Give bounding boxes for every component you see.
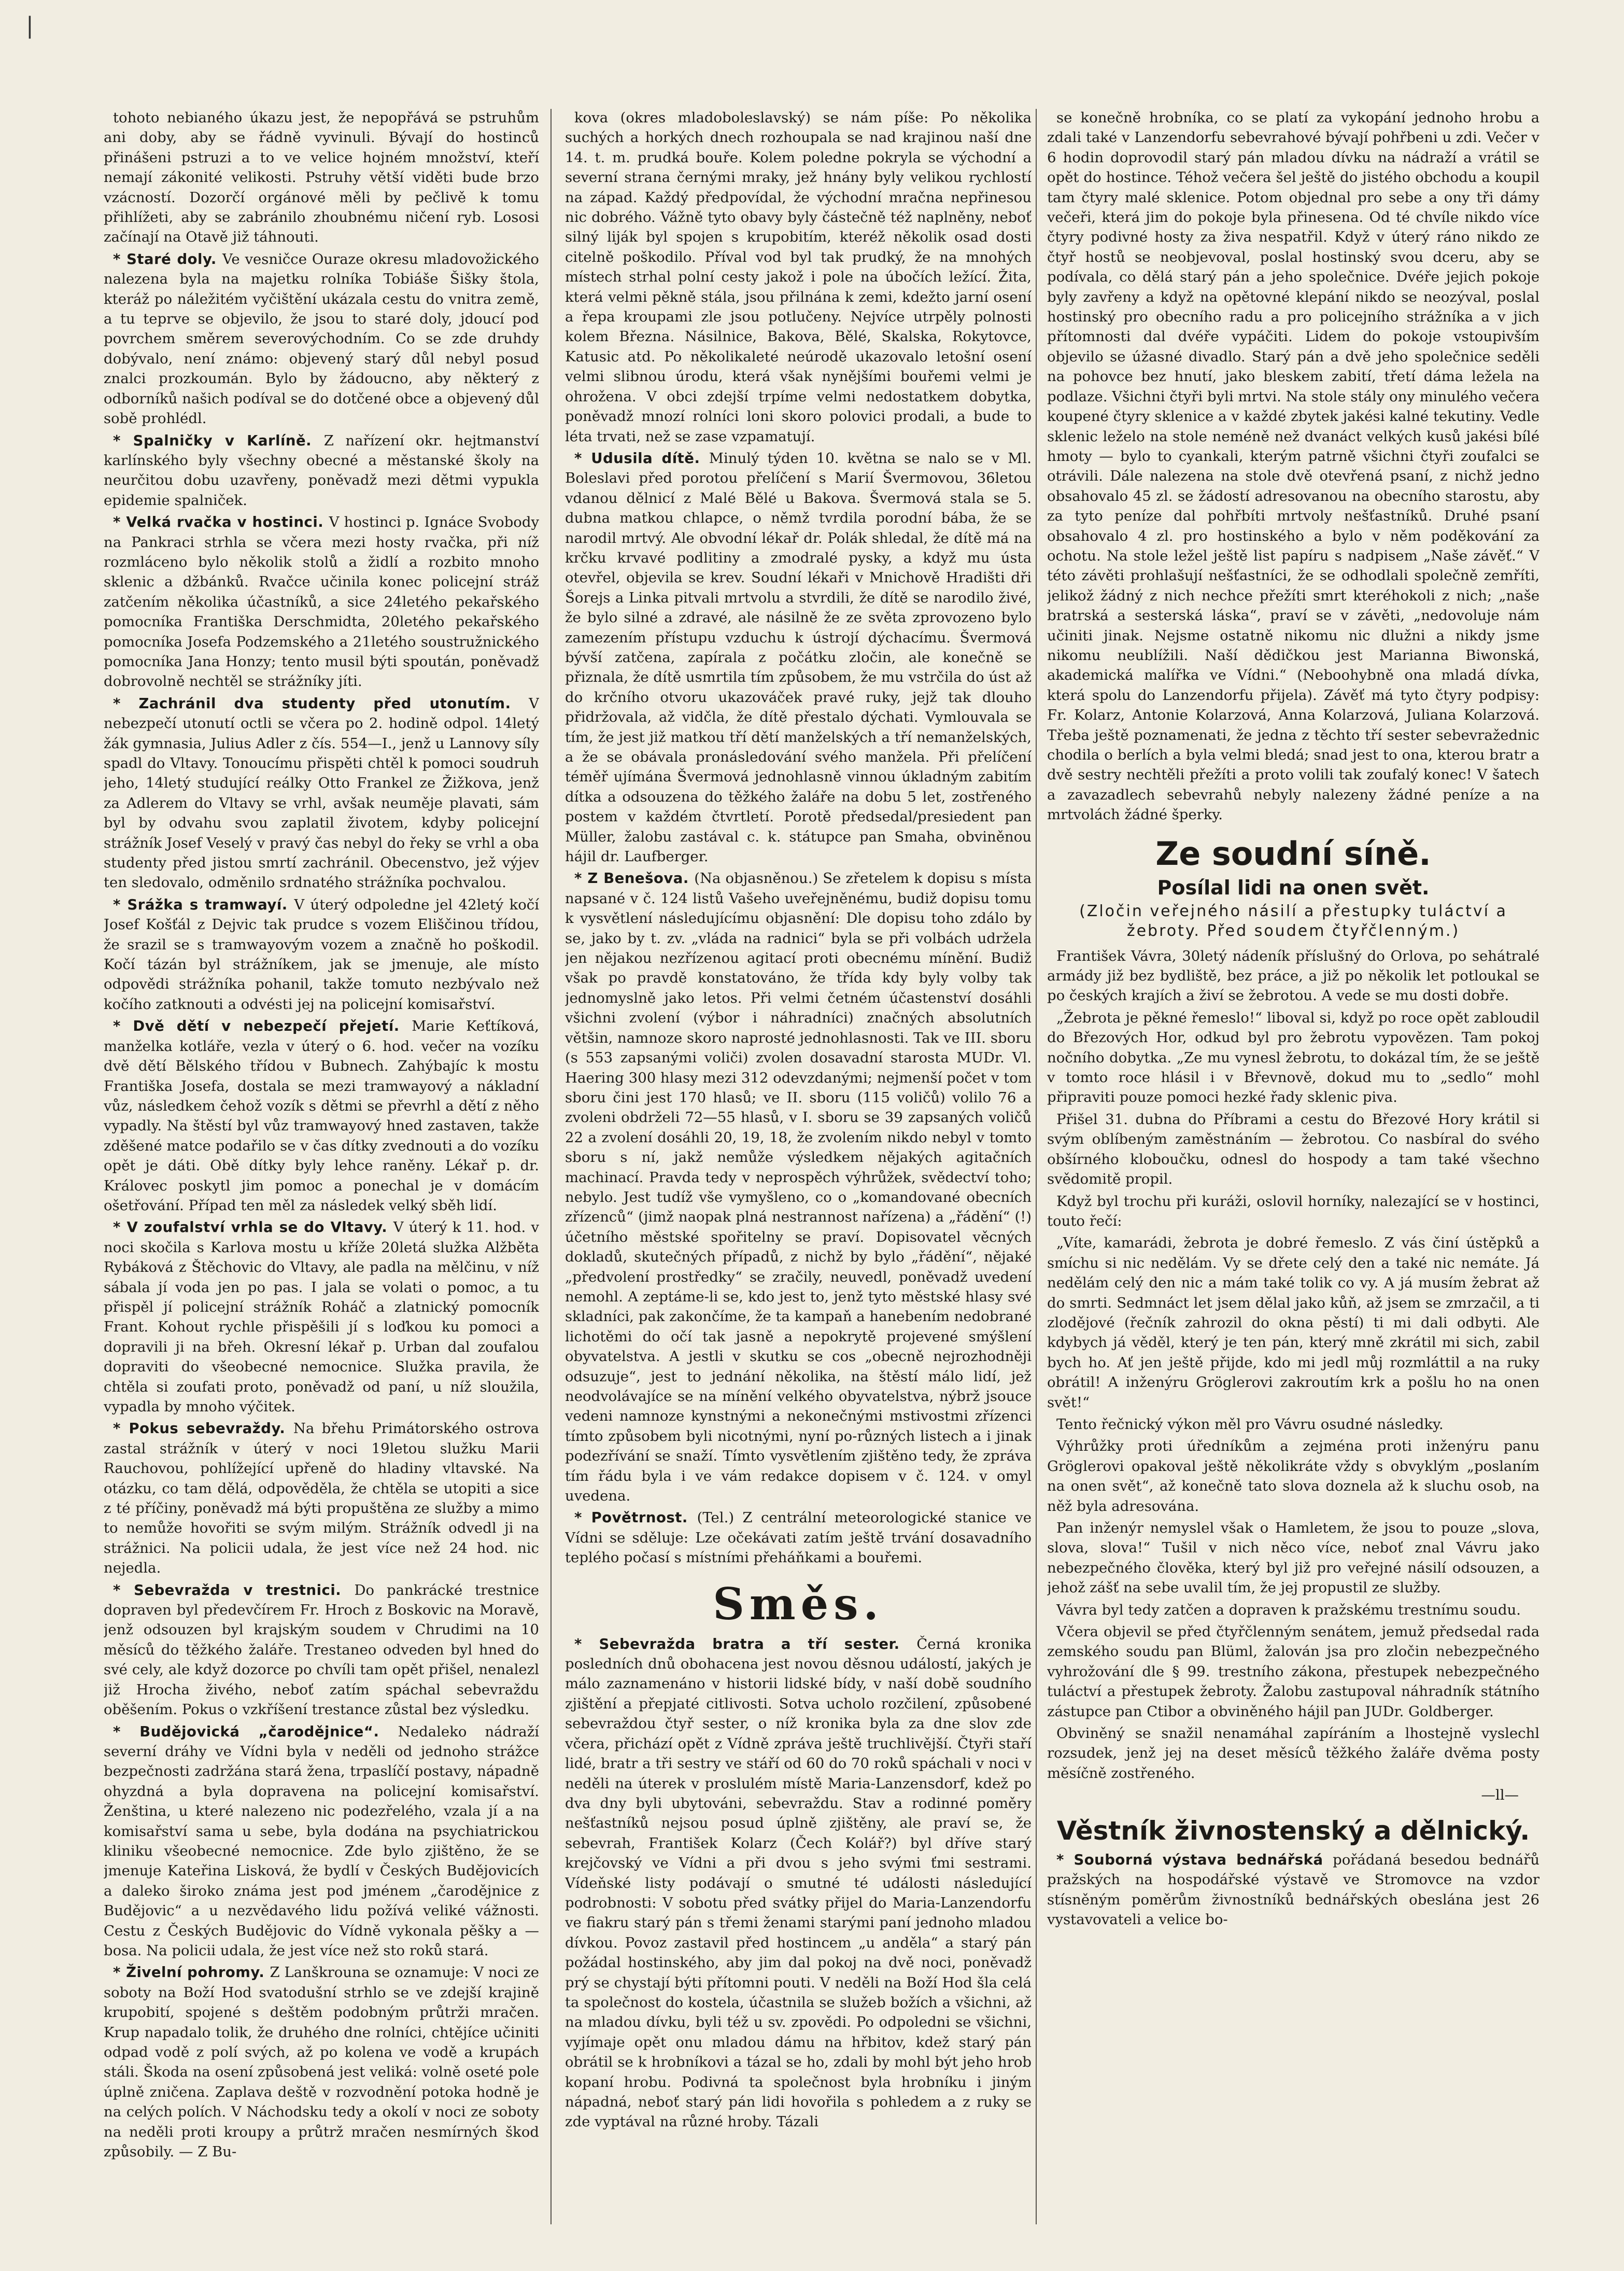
article-text: Ve vesničce Ouraze okresu mladovožického nalezena byla na majetku rolníka Tobiáše Šišky štola, kteráž po náležitém vyčištění ukázala cestu do vnitra země, a tu teprve se objevilo, že jsou to staré doly, jdoucí pod povrchem směrem severovýchodním. Co se zde druhdy dobývalo, není známo: objevený starý důl nebyl posud znalci prozkoumán. Bylo by žádoucno, aby některý z odborníků našich podíval se do dotčené obce a objevený důl sobě prohlédl. [104, 250, 539, 427]
article-paragraph [104, 1016, 539, 1215]
article-text: kova (okres mladoboleslavský) se nám píše: Po několika suchých a horkých dnech rozhoupala se nad krajinou naší dne 14. t. m. prudká bouře. Kolem poledne pokryla se východní a severní strana černými mraky, jež hnány byly velikou rychlostí na západ. Každý předpovídal, že východní mračna nepřinesou nic dobrého. Vážně tyto obavy byly částečně též naplněny, neboť silný liják byl spojen s krupobitím, kteréž několik osad dosti citelně poškodilo. Příval vod byl tak prudký, že na mnohých místech strhal polní cesty jakož i pole na úbočích ležící. Žita, která velmi pěkně stála, jsou přilnána k zemi, kdežto jarní osení a řepa kroupami zle jsou potlučeny. Nejvíce utrpěly polnosti kolem Března. Násilnice, Bakova, Bělé, Skalska, Rokytovce, Katusic atd. Po několikaleté neúrodě ukazovalo letošní osení velmi slibnou úrodu, která však nynějšími bouřemi velmi je ohrožena. V obci zdejší trpíme velmi nedostatkem dobytka, poněvadž mnozí rolníci loni skoro polovici prodali, a bude to léta trvati, než se zase vzpamatují. [565, 109, 1032, 445]
article-paragraph [104, 512, 539, 692]
article-paragraph [1047, 1414, 1540, 1434]
smes-articles [565, 1634, 1032, 2132]
article-paragraph [1047, 1436, 1540, 1516]
column-3 [1047, 108, 1540, 2223]
court-article-subtitle: (Zločin veřejného násilí a přestupky tuláctví a žebroty. Před soudem čtyřčlenným.) [1079, 902, 1507, 940]
article-heading: * Sebevražda bratra a tří sester. [574, 1635, 917, 1652]
column-2 [565, 108, 1032, 2223]
article-paragraph [565, 448, 1032, 867]
article-text: (Na objasněnou.) Se zřetelem k dopisu s místa napsané v č. 124 listů Vašeho uveřejněnému, budiž dopisu tomu k vysvětlení následujícímu objasnění: Dle dopisu toho zdálo by se, jako by t. zv. „vláda na radnici“ byla se při volbách udržela jen nějakou nezřízenou agitací proti obecnému mínění. Budiž však po pravdě konstatováno, že třída kdy byly volby tak jednomyslně jako letos. Při velmi četném účastenství dosáhli všichni zvolení (výbor i náhradníci) značných absolutních většin, namnoze skoro naprosté jednohlasnosti. Tak ve III. sboru (s 553 zapsanými voliči) zvolen dosavadní starosta MUDr. Vl. Haering 300 hlasy mezi 312 odevzdanými; nejmenší počet v tom sboru čini jest 170 hlasů; ve II. sboru (115 voličů) volilo 76 a zvoleni obdrželi 72—55 hlasů, v I. sboru se 39 zapsaných voličů 22 a zvolení dosáhli 20, 19, 18, že zvolením nikdo nebyl v tomto sboru s ní, jakž nemůže výsledkem nějakých agitačních machinací. Pravda tedy v neprospěch výhrůžek, svědectví toho; nebylo. Jest tudíž vše vymyšleno, co o „komandované obecních zřízenců“ (jimž naopak plná nestrannost nařízena) a „řádění“ (!) účetního městské spořitelny se praví. Dopisovatel věcných dokladů, skutečných případů, z nichž by bylo „řádění“, nějaké „předvolení prostředky“ se zračily, neuvedl, poněvadž uvedení nemohl. A zeptáme-li se, kdo jest to, jenž tyto městské hlasy své skladníci, pak zakončíme, že ta kampaň a hanebením nedobrané lichotěmi do očí tak jasně a nepokrytě projevené smýšlení obyvatelstva. A jestli v skutku se cos „obecně nejrozhodněji odsuzuje“, jest to jednání několika, na štěstí málo lidí, jež neodvolávajíce se na mínění velkého obyvatelstva, nýbrž jsouce vedeni namnoze kynstnými a nekonečnými mstivostmi zřízenci tímto způsobem byli nicotnými, nyní po-různých listech a i jinak podezřívání se snaží. Tímto vysvětlením zjištěno tedy, že zpráva tím řádu byla i ve vám redakce dopisem v č. 124. v omyl uvedena. [565, 870, 1032, 1505]
page-mark: | [26, 12, 34, 39]
article-text: Obviněný se snažil nenamáhal zapíráním a lhostejně vyslechl rozsudek, jenž jej na deset měsíců těžkého žaláře dvěma posty měsíčně zostřeného. [1047, 1725, 1540, 1782]
article-text: František Vávra, 30letý nádeník příslušný do Orlova, po sehátralé armády již bez bydliště, bez práce, a již po několik let potloukal se po českých krajích a živí se žebrotou. A vede se mu dosti dobře. [1047, 947, 1540, 1004]
article-heading: * Dvě dětí v nebezpečí přejetí. [113, 1018, 412, 1035]
article-paragraph [104, 694, 539, 893]
article-heading: * Pokus sebevraždy. [113, 1420, 293, 1437]
article-paragraph [565, 108, 1032, 446]
article-heading: * Staré doly. [113, 250, 223, 268]
article-heading: * Živelní pohromy. [113, 1964, 270, 1981]
article-text: Minulý týden 10. května se nalo se v Ml. Boleslavi před porotou přelíčení s Marií Švermovou, 36letou vdanou dělnicí z Malé Bělé u Bakova. Švermová stala se 5. dubna matkou chlapce, o němž tvrdila porodní bába, že se narodil mrtvý. Ale obvodní lékař dr. Polák shledal, že dítě má na krčku krvavé podlitiny a zmodralé pysky, a když mu ústa otevřel, objevila se krev. Soudní lékaři v Mnichově Hradišti dři Šorejs a Linka pitvali mrtvolu a stvrdili, že dítě se narodilo živé, že bylo silné a zdravé, ale násilně že ze světa zprovozeno bylo zamezením přístupu vzduchu k ústrojí dýchacímu. Švermová bývší zatčena, zapírala z počátku zločin, ale konečně se přiznala, že dítě usmrtila tím způsobem, že mu vstrčila do úst až do krčního otvoru ukazováček pravé ruky, jejž tak dlouho přidržovala, až vidčla, že dítě přestalo dýchati. Vymlouvala se tím, že jest již matkou tří dětí manželských a tří nemanželských, a že se obávala pronásledování svého manžela. Při přelíčení téměř ujímána Švermová jednohlasně vinnou úkladným zabitím dítka a odsouzena do těžkého žaláře na dobu 5 let, zostřeného postem v každém čtvrtletí. Porotě předsedal/presiedent pan Müller, žalobu zastával c. k. státupce pan Smaha, obviněnou hájil dr. Laufberger. [565, 450, 1032, 865]
column-3-articles [1047, 108, 1540, 825]
article-text: Když byl trochu při kuráži, oslovil horníky, nalezající se v hostinci, touto řečí: [1047, 1193, 1540, 1229]
article-text: Včera objevil se před čtyřčlenným senátem, jemuž předsedal rada zemského soudu pan Blüml, žalován jsa pro zločin nebezpečného vyhrožování dle § 99. trestního zákona, přestupek nebezpečného tuláctví a přestupek žebroty. Žalobu zastupoval náhradník státního zástupce pan Ctibor a obviněného hájil pan JUDr. Goldberger. [1047, 1623, 1540, 1720]
article-paragraph [565, 1508, 1032, 1567]
bulletin-section-title: Věstník živnostenský a dělnický. [1056, 1815, 1530, 1846]
article-text: se konečně hrobníka, co se platí za vykopání jednoho hrobu a zdali také v Lanzendorfu sebevrahové bývají pohřbeni u zdi. Večer v 6 hodin doprovodil starý pán mladou dívku na nádraží a vrátil se opět do hostince. Téhož večera šel ještě do jistého obchodu a koupil tam čtyry malé sklenice. Potom objednal pro sebe a ony tři dámy večeři, která jim do pokoje byla přinesena. Od té chvíle nikdo více čtyry podivné hosty za živa nespatřil. Když v úterý ráno nikdo ze čtyř hostů se neobjevoval, poslal hostinský svou dceru, aby se podívala, co dělá starý pán a jeho společnice. Dvéře jejich pokoje byly zavřeny a když na opětovné klepání nikdo se neozýval, poslal hostinský pro obecního radu a pro policejního strážníka a v jich přítomnosti dal dvéře vypáčiti. Lidem do pokoje vstoupivším objevilo se úžasné divadlo. Starý pán a dvě jeho společnice seděli na pohovce bez hnutí, jako bleskem zabití, třetí dáma ležela na podlaze. Všichni čtyři byli mrtvi. Na stole stály ony minulého večera koupené čtyry sklenice a v každé zbytek jakési kalné tekutiny. Vedle sklenic leželo na stole neméně než dvanáct velkých kusů jakési bílé hmoty — bylo to cyankali, kterým patrně všichni čtyři zoufalci se otrávili. Dále nalezena na stole dvě otevřená psaní, z nichž jedno obsahovalo 45 zl. se žádostí adresovanou na obecního starostu, aby za tyto peníze dal pohřbíti mrtvoly nešťastníků. Druhé psaní obsahovalo 4 zl. pro hostinského a bylo v něm poděkování za ochotu. Na stole ležel ještě list papíru s nadpisem „Naše závěť.“ V této závěti prohlašují nešťastníci, že se odhodlali společně zemříti, jelikož žádný z nich nechce přežíti smrt kteréhokoli z nich; „naše bratrská a sesterská láska“, praví se v závěti, „nedovoluje nám učiniti jinak. Nejsme ostatně nikomu nic dlužni a nikdy jsme nikomu neublížili. Naší dědičkou jest Marianna Biwonská, akademická malířka ve Vídni.“ (Neboohybně ona mladá dívka, která spolu do Lanzendorfu přijela). Závěť má tyto čtyry podpisy: Fr. Kolarz, Antonie Kolarzová, Anna Kolarzová, Juliana Kolarzová. Třeba ještě poznamenati, že jedna z těchto tří sester sebevražednic chodila o berlích a byla velmi bledá; snad jest to ona, kterou bratr a dvě sestry nechtěli přežíti a proto volili tak zoufalý konec! V šatech a zavazadlech sebevrahů nebyly nalezeny žádné peníze a na mrtvolách žádné šperky. [1047, 109, 1540, 823]
article-text: Marie Keťtíková, manželka kotláře, vezla v úterý o 6. hod. večer na vozíku dvě dětí Bělského třídou v Bubnech. Zahýbajíc k mostu Františka Josefa, dostala se mezi tramwayový a nákladní vůz, následkem čehož vozík s dětmi se převrhl a dětí z něho vypadly. Na štěstí byl vůz tramwayový hned zastaven, takže zděšené matce podařilo se v čas dítky zvednouti a do vozíku opět je dáti. Obě dítky byly lehce raněny. Lékař p. dr. Královec poskytl jim pomoc a ponechal je v domácím ošetřování. Případ ten měl za následek velký sběh lidí. [104, 1018, 539, 1214]
article-paragraph [104, 1962, 539, 2162]
article-paragraph [1047, 946, 1540, 1006]
article-paragraph [104, 431, 539, 511]
court-article-title: Posílal lidi na onen svět. [1157, 876, 1430, 899]
bulletin-articles [1047, 1850, 1540, 1930]
court-articles [1047, 946, 1540, 1784]
article-paragraph [104, 895, 539, 1014]
article-heading: * Budějovická „čarodějnice“. [113, 1723, 398, 1740]
article-text: (Tel.) Z centrální meteorologické stanice ve Vídni se sděluje: Lze očekávati zatím ještě trvání dosavadního teplého počasí s místními přeháňkami a bouřemi. [565, 1509, 1032, 1566]
article-text: Černá kronika posledních dnů obohacena jest novou děsnou událostí, jakých je málo zaznamenáno v historii lidské bídy, v naší době soudního zjištění a přepjaté citlivosti. Sotva ucholo rozčilení, způsobené sebevraždou čtyř sester, o níž kronika byla za dne slov zde včera, přichází opět z Vídně zpráva ještě truchlivější. Čtyři staří lidé, bratr a tři sestry ve stáří od 60 do 70 roků spáchali v noci v neděli na úterek v proslulém místě Maria-Lanzensdorf, kdež po dva dny byli ubytováni, sebevraždu. Stav a rodinné poměry nešťastníků nejsou posud úplně zjištěny, ale praví se, že sebevrah, František Kolarz (Čech Kolář?) byl dříve starý krejčovský ve Vídni a při dvou s jeho svými ťmi sestrami. Vídeňské listy podávají o smutné té události následující podrobnosti: V sobotu před svátky přijel do Maria-Lanzendorfu ve fiakru starý pán s třemi ženami starými paní jednoho mladou dívkou. Povoz zastavil před hostincem „u anděla“ a starý pán požádal hostinského, aby jim dal pokoj na dvě noci, poněvadž prý se chystají býti přítomni pouti. V neděli na Boží Hod šla celá ta společnost do kostela, účastnila se služeb božích a všichni, až na mladou dívku, byli též u sv. zpovědi. Po odpoledni se všichni, vyjímaje opět onu mladou dámu na hřbitov, kdež starý pán obrátil se k hrobníkovi a tázal se ho, zdali by mohl být jeho hrob kopaní hrobu. Podivná ta společnost byla hrobníku i jiným nápadná, neboť starý pán lidi hovořila s pohledem a z ruky se zde vyptával na různé hroby. Tázali [565, 1635, 1032, 2130]
article-heading: * Udusila dítě. [574, 450, 709, 467]
article-heading: * Povětrnost. [574, 1509, 697, 1526]
article-paragraph [1047, 1008, 1540, 1108]
article-text: pořádaná besedou bednářů pražských na hospodářské výstavě ve Stromovce na vzdor stísněným poměrům živnostníků bednářských obeslána jest 26 vystavovateli a velice bo- [1047, 1851, 1540, 1928]
article-text: V nebezpečí utonutí octli se včera po 2. hodině odpol. 14letý žák gymnasia, Julius Adler z čís. 554—I., jenž u Lannovy síly spadl do Vltavy. Tonoucímu přispěti chtěl k pomoci soudruh jeho, 14letý studující reálky Otto Frankel ze Žižkova, jenž za Adlerem do Vltavy se vrhl, avšak neuměje plavati, sám byl by odvahu svou zaplatil životem, kdyby policejní strážník Josef Veselý v pravý čas nebyl do řeky se vrhl a oba studenty před jistou smrtí zachránil. Obecenstvo, jež výjev ten sledovalo, odměnilo srdnatého strážníka pochvalou. [104, 695, 539, 891]
court-section-title: Ze soudní síně. [1155, 834, 1431, 873]
article-paragraph [1047, 1191, 1540, 1231]
article-text: Do pankrácké trestnice dopraven byl předevčírem Fr. Hroch z Boskovic na Moravě, jenž odsouzen byl krajským soudem v Chrudimi na 10 měsíců do těžkého žaláře. Trestaneo odveden byl hned do své cely, ale když dozorce po chvíli tam opět přišel, nenalezl již Hrocha živého, neboť zatím spáchal sebevraždu oběšením. Pokus o vzkříšení trestance zůstal bez výsledku. [104, 1581, 539, 1718]
column-divider [1036, 109, 1037, 2224]
article-text: V úterý odpoledne jel 42letý kočí Josef Košťál z Dejvic tak prudce s vozem Eliščinou třídou, že srazil se s tramwayovým vozem a značně ho poškodil. Kočí tázán byl strážníkem, jak se jmenuje, ale místo odpovědi strážníka pohanil, takže tomuto nezbývalo než kočího zatknouti a odvésti jej na policejní komisařství. [104, 896, 539, 1013]
article-text: tohoto nebianého úkazu jest, že nepopřává se pstruhům ani doby, aby se řádně vyvinuli. Bývají do hostinců přinášeni pstruzi a to ve velice hojném množství, kteří nemají zákonité velikosti. Pstruhy větší viděti bude brzo vzácností. Dozorčí orgánové měli by pečlivě k tomu přihlížeti, aby se zabránilo zhoubnému ničení ryb. Lososi začínají na Otavě již táhnouti. [104, 109, 539, 246]
article-heading: * Velká rvačka v hostinci. [113, 514, 329, 531]
article-paragraph [104, 249, 539, 429]
article-text: Z nařízení okr. hejtmanství karlínského byly všechny obecné a městanské školy na neurčitou dobu uzavřeny, poněvadž mezi dětmi vypukla epidemie spalniček. [104, 432, 539, 509]
column-1-articles [104, 108, 539, 2162]
court-signature: —ll— [1481, 1787, 1519, 1804]
article-heading: * Z Benešova. [574, 870, 695, 887]
article-paragraph [104, 108, 539, 247]
article-text: Vávra byl tedy zatčen a dopraven k pražskému trestnímu soudu. [1056, 1601, 1521, 1618]
article-text: „Víte, kamarádi, žebrota je dobré řemeslo. Z vás činí ústěpků a smíchu si nic nedělám. Vy se dřete celý den a také nic nemáte. Já nedělám celý den nic a mám také tolik co vy. A já musím žebrat až do smrti. Sedmnáct let jsem dělal jako kůň, až jsem se zmrzačil, a ti zlodějové (řečník zahrozil do okna pěstí) ti mi dali odbyti. Ale kdybych já věděl, který je ten pán, který mně zkrátil mi sich, zabil bych ho. Ať jen ještě přijde, kdo mi jedl můj rozmláttil a na ruky obrátil! A inženýru Gröglerovi zakroutím krk a pošlu ho na onen svět!“ [1047, 1235, 1540, 1411]
article-paragraph [1047, 1518, 1540, 1598]
article-paragraph [565, 868, 1032, 1506]
article-paragraph [1047, 1110, 1540, 1189]
article-paragraph [1047, 1233, 1540, 1412]
article-heading: * Zachránil dva studenty před utonutím. [113, 695, 529, 712]
article-heading: * Souborná výstava bednářská [1056, 1851, 1333, 1868]
article-paragraph [1047, 1850, 1540, 1930]
article-paragraph [1047, 1622, 1540, 1721]
article-text: Na břehu Primátorského ostrova zastal strážník v úterý v noci 19letou služku Marii Rauchovou, pohlížející upřeně do hladiny vltavské. Na otázku, co tam dělá, odpověděla, že chtěla se utopiti a sice z té příčiny, poněvadž má býti propuštěna ze služby a mimo to nemůže hovořiti se svým milým. Strážník odvedl ji na strážnici. Na policii udala, že jest více než 24 hod. nic nejedla. [104, 1420, 539, 1577]
article-text: Pan inženýr nemyslel však o Hamletem, že jsou to pouze „slova, slova, slova!“ Tušil v nich něco více, neboť znal Vávru jako nebezpečného člověka, který byl již pro veřejné násilí odsouzen, a jehož zášť na sebe uvalil tím, že jej propustil ze služby. [1047, 1520, 1540, 1596]
article-heading: * Sebevražda v trestnici. [113, 1581, 355, 1599]
column-divider [550, 109, 552, 2224]
article-paragraph [104, 1419, 539, 1578]
smes-section-title: Směs. [713, 1578, 884, 1630]
article-paragraph [1047, 1723, 1540, 1783]
article-paragraph [1047, 108, 1540, 825]
article-text: Přišel 31. dubna do Příbrami a cestu do Březové Hory krátil si svým oblíbeným zaměstnáním — žebrotou. Co nasbíral do svého obšírného kloboučku, odnesl do hospody a tam také všechno svědomitě propil. [1047, 1111, 1540, 1188]
article-text: Z Lanškrouna se oznamuje: V noci ze soboty na Boží Hod svatodušní strhlo se ve zdejší krajině krupobití, spojené s deštěm podobným průtrži mračen. Krup napadalo tolik, že druhého dne rolníci, chtějíce učiniti odpad vodě z polí svých, až po kolena ve vodě a krupách stáli. Škoda na osení způsobená jest veliká: volně oseté pole úplně zničena. Zaplava deště v rozvodnění potoka hodně je na celých polích. V Náchodsku tedy a okolí v noci ze soboty na neděli proti kroupy a průtrž mračen nesmírných škod způsobily. — Z Bu- [104, 1964, 539, 2161]
article-text: Nedaleko nádraží severní dráhy ve Vídni byla v neděli od jednoho strážce bezpečnosti zadržána stará žena, trpaslíčí postavy, nápadně ohyzdná a byla dopravena na policejní komisařství. Ženština, u které nalezeno nic podezřelého, vzala jí a na komisařství sama u sebe, byla dodána na psychiatrickou kliniku všeobecné nemocnice. Zde bylo zjištěno, že se jmenuje Kateřina Lisková, že bydlí v Českých Budějovicích a daleko široko známa jest pod jménem „čarodějnice z Budějovic“ a u nezvědavého lidu požívá veliké vážnosti. Cestu z Českých Budějovic do Vídně vykonala pěšky a — bosa. Na policii udala, že jest více než sto roků stará. [104, 1723, 539, 1959]
column-1 [104, 108, 539, 2223]
article-paragraph [104, 1722, 539, 1961]
article-text: V úterý k 11. hod. v noci skočila s Karlova mostu u kříže 20letá služka Alžběta Rybáková z Štěchovic do Vltavy, ale padla na mělčinu, v níž sábala jí voda jen po pas. I jala se volati o pomoc, a tu přispěl jí policejní strážník Roháč a zlatnický pomocník Frant. Kohout rychle přispěšili jí s loďkou ku pomoci a dopravili ji na břeh. Okresní lékař p. Urban dal zoufalou dopraviti do všeobecné nemocnice. Služka pravila, že chtěla si zoufati proto, poněvadž od paní, u níž sloužila, vypadla by mnoho výčitek. [104, 1219, 539, 1415]
article-heading: * V zoufalství vrhla se do Vltavy. [113, 1219, 393, 1236]
article-text: V hostinci p. Ignáce Svobody na Pankraci strhla se včera mezi hosty rvačka, při níž rozmláceno bylo několik stolů a židlí a rozbito mnoho sklenic a džbánků. Rvačce učinila konec policejní stráž zatčením několika účastníků, a sice 24letého pekařského pomocníka Františka Derschmidta, 20letého pekařského pomocníka Josefa Podzemského a 21letého soustružnického pomocníka Jana Honzy; tento musil býti spoután, poněvadž dobrovolně nechtěl se strážníky jíti. [104, 514, 539, 690]
article-text: Tento řečnický výkon měl pro Vávru osudné následky. [1056, 1415, 1444, 1433]
article-paragraph [1047, 1600, 1540, 1620]
column-2-articles [565, 108, 1032, 1568]
article-text: „Žebrota je pěkné řemeslo!“ liboval si, když po roce opět zabloudil do Březových Hor, odkud byl pro žebrotu vypovězen. Tam pokoj nočního dobytka. „Ze mu vynesl žebrotu, to dokázal tím, že se ještě v tomto roce hlásil i v Břevnově, dokud mu to „sedlo“ mohl připraviti pouze pomoci hezké řady sklenic piva. [1047, 1009, 1540, 1106]
article-heading: * Spalničky v Karlíně. [113, 432, 324, 449]
article-paragraph [565, 1634, 1032, 2132]
article-text: Výhrůžky proti úředníkům a zejména proti inženýru panu Gröglerovi opakoval ještě několikráte vždy s obvyklým „poslaním na onen svět“, až konečně tato slova doznela až k sluchu osob, na něž byla adresována. [1047, 1438, 1540, 1515]
article-heading: * Srážka s tramwayí. [113, 896, 294, 913]
article-paragraph [104, 1217, 539, 1417]
article-paragraph [104, 1580, 539, 1720]
